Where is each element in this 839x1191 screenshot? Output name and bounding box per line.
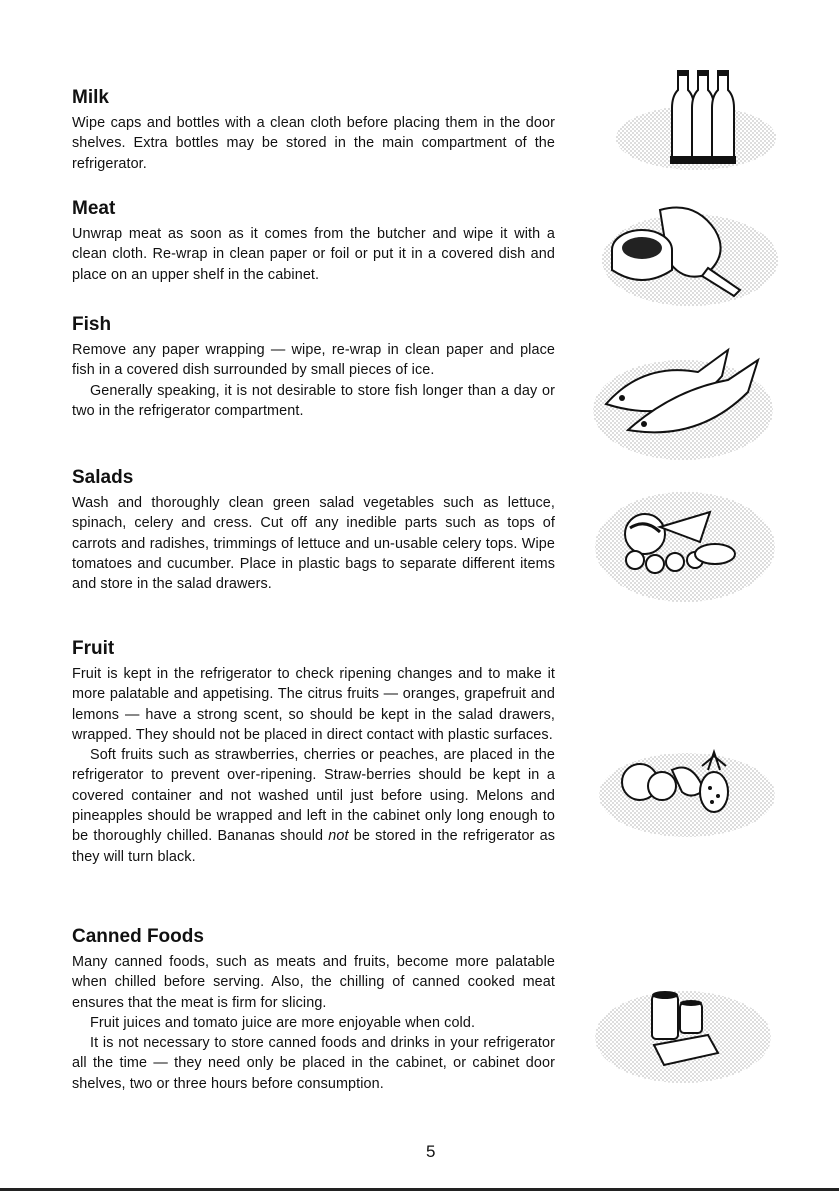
fish-paragraph-1: Remove any paper wrapping — wipe, re-wrap in clean paper and place fish in a covered dish surrounded by small pieces of ice.: [72, 342, 555, 379]
fruit-illustration: [592, 730, 782, 840]
meat-paragraph: Unwrap meat as soon as it comes from the butcher and wipe it with a clean cloth. Re-wrap in clean paper or foil or put it in a covered dish and place on an upper shelf in the cabinet.: [72, 226, 555, 283]
section-milk: [72, 86, 555, 174]
fruit-paragraph-2-text: Soft fruits such as strawberries, cherries or peaches, are placed in the refrigerator to prevent over-ripening. Straw-berries should be kept in a covered container and not washed until just before using. Melons and pineapples should be wrapped and left in the cabinet only long enough to be thoroughly chilled. Bananas should: [72, 747, 555, 845]
canned-paragraph-2: Fruit juices and tomato juice are more enjoyable when cold.: [90, 1014, 476, 1031]
section-salads: [72, 466, 555, 594]
fruit-paragraph-2-tail: be stored in the refrigerator as they will turn black.: [72, 828, 555, 865]
milk-bottles-illustration: [608, 68, 778, 176]
milk-paragraph: Wipe caps and bottles with a clean cloth before placing them in the door shelves. Extra bottles may be stored in the main compartment of the refrigerator.: [72, 115, 555, 172]
section-fruit: [72, 637, 555, 867]
fruit-paragraph-1: Fruit is kept in the refrigerator to check ripening changes and to make it more palatable and appetising. The citrus fruits — oranges, grapefruit and lemons — have a strong scent, so should be kept in the salad drawers, wrapped. They should not be placed in direct contact with plastic surfaces.: [72, 666, 555, 743]
meat-illustration: [590, 190, 780, 320]
fruit-emphasis: not: [328, 828, 349, 845]
heading-fruit: Fruit: [72, 638, 115, 659]
salads-paragraph: Wash and thoroughly clean green salad vegetables such as lettuce, spinach, celery and cress. Cut off any inedible parts such as tops of carrots and radishes, trimmings of lettuce and un-usable celery tops. Wipe tomatoes and cucumber. Place in plastic bags to separate different items and store in the salad drawers.: [72, 495, 555, 593]
heading-fish: Fish: [72, 314, 112, 335]
heading-milk: Milk: [72, 87, 109, 108]
canned-paragraph-3: It is not necessary to store canned foods and drinks in your refrigerator all the time — they need only be placed in the cabinet, or cabinet door shelves, two or three hours before consumption.: [72, 1035, 555, 1092]
fish-paragraph-2: Generally speaking, it is not desirable to store fish longer than a day or two in the refrigerator compartment.: [72, 382, 555, 419]
heading-meat: Meat: [72, 198, 116, 219]
canned-foods-illustration: [588, 965, 778, 1095]
fish-illustration: [588, 332, 778, 467]
canned-paragraph-1: Many canned foods, such as meats and fruits, become more palatable when chilled before serving. Also, the chilling of canned cooked meat ensures that the meat is firm for slicing.: [72, 954, 555, 1011]
section-meat: [72, 197, 555, 285]
heading-salads: Salads: [72, 467, 134, 488]
section-canned-foods: [72, 925, 555, 1094]
salad-vegetables-illustration: [590, 482, 780, 612]
fruit-paragraph-2: [72, 745, 555, 867]
section-fish: [72, 313, 555, 421]
page-number: 5: [426, 1142, 436, 1161]
heading-canned-foods: Canned Foods: [72, 926, 204, 947]
